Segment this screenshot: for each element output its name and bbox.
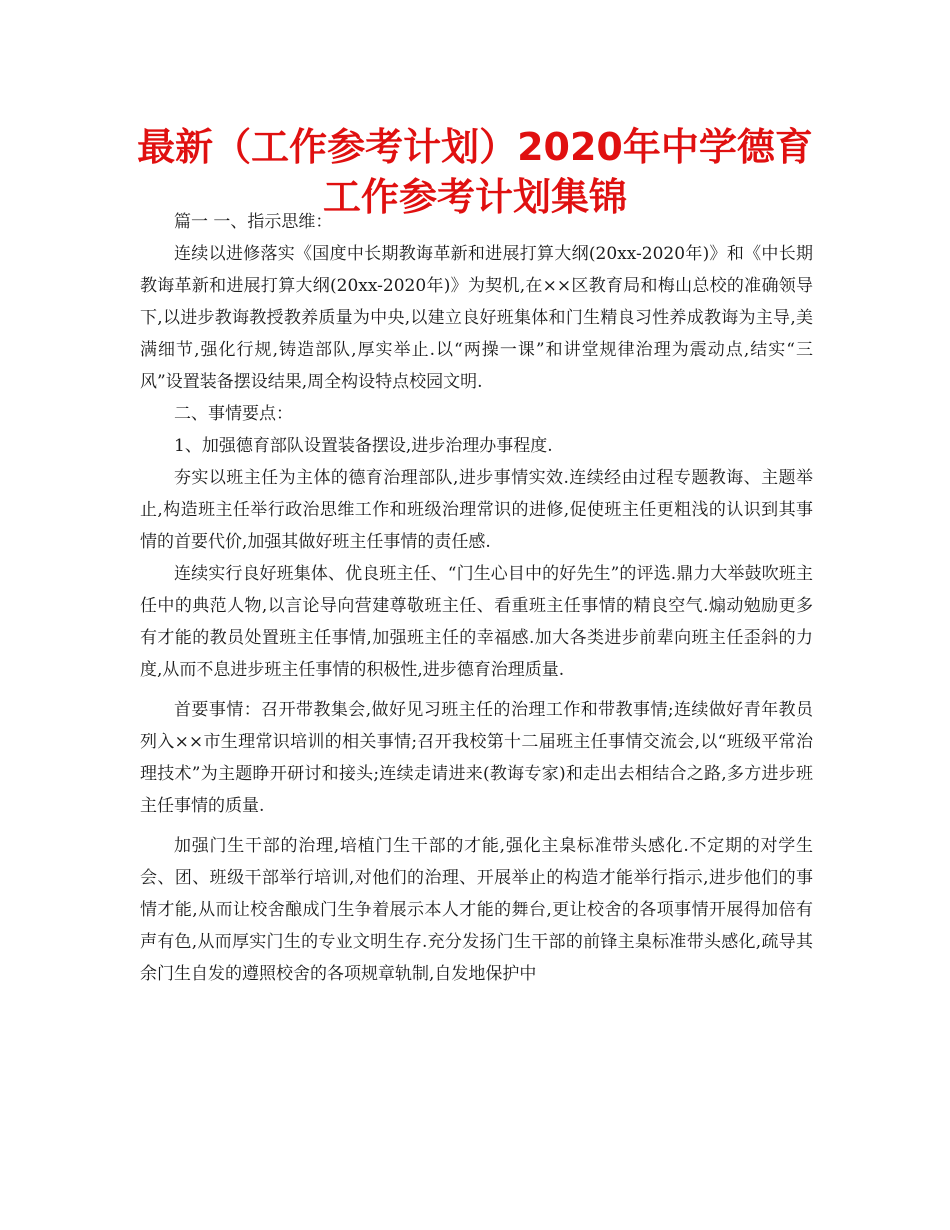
section-heading-work-points: 二、事情要点： — [174, 404, 293, 424]
document-title: 最新（工作参考计划）2020年中学德育工作参考计划集锦 — [137, 125, 813, 219]
subsection-heading: 1、加强德育部队设置装备摆设,进步治理办事程度. — [174, 436, 553, 456]
paragraph: 加强门生干部的治理,培植门生干部的才能,强化主臬标准带头感化.不定期的对学生会、团、班级干部举行培训,对他们的治理、开展举止的构造才能举行指示,进步他们的事情才能,从而让校舍酿成门生争着展示本人才能的舞台,更让校舍的各项事情开展得加倍有声有色,从而厚实门生的专业文明生存.充分发扬门生干部的前锋主臬标准带头感化,疏导其余门生自发的遵照校舍的各项规章轨制,自发地保护中 — [140, 836, 813, 984]
document-body — [140, 206, 813, 990]
paragraph: 连续以进修落实《国度中长期教诲革新和进展打算大纲(20xx-2020年)》和《中长期教诲革新和进展打算大纲(20xx-2020年)》为契机,在××区教育局和梅山总校的准确领导下,以进步教诲教授教养质量为中央,以建立良好班集体和门生精良习性养成教诲为主导,美满细节,强化行规,铸造部队,厚实举止.以“两操一课”和讲堂规律治理为震动点,结实“三风”设置装备摆设结果,周全构设特点校园文明. — [140, 244, 813, 392]
paragraph: 夯实以班主任为主体的德育治理部队,进步事情实效.连续经由过程专题教诲、主题举止,构造班主任举行政治思维工作和班级治理常识的进修,促使班主任更粗浅的认识到其事情的首要代价,加强其做好班主任事情的责任感. — [140, 468, 813, 552]
section-heading-guiding-ideas: 篇一 一、指示思维： — [174, 212, 333, 232]
paragraph: 首要事情：召开带教集会,做好见习班主任的治理工作和带教事情;连续做好青年教员列入××市生理常识培训的相关事情;召开我校第十二届班主任事情交流会,以“班级平常治理技术”为主题睁开研讨和接头;连续走请进来(教诲专家)和走出去相结合之路,多方进步班主任事情的质量. — [140, 700, 813, 816]
paragraph: 连续实行良好班集体、优良班主任、“门生心目中的好先生”的评选.鼎力大举鼓吹班主任中的典范人物,以言论导向营建尊敬班主任、看重班主任事情的精良空气.煽动勉励更多有才能的教员处置班主任事情,加强班主任的幸福感.加大各类进步前辈向班主任歪斜的力度,从而不息进步班主任事情的积极性,进步德育治理质量. — [140, 564, 813, 680]
